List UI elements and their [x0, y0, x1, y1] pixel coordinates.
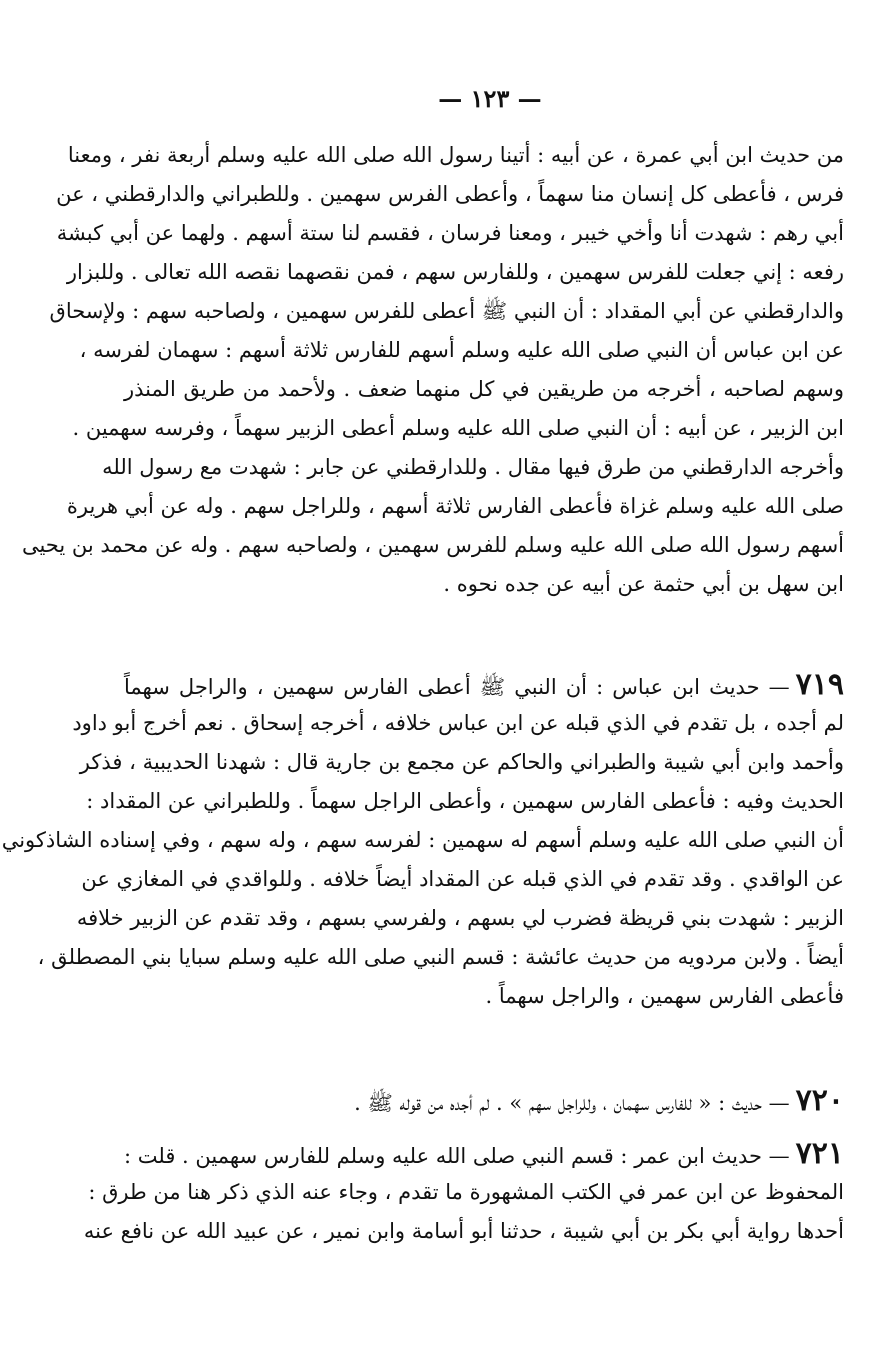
text-line: وسهم لصاحبه ، أخرجه من طريقين في كل منهما ضعف . ولأحمد من طريق المنذر [124, 377, 844, 401]
paragraph-entry-721 [83, 1134, 844, 1251]
text-line: لم أجده ، بل تقدم في الذي قبله عن ابن عباس خلافه ، أخرجه إسحاق . نعم أخرج أبو داود [72, 711, 844, 735]
text-line [124, 1134, 844, 1173]
text-line: والدارقطني عن أبي المقداد : أن النبي ﷺ أعطى للفرس سهمين ، ولصاحبه سهم : ولإسحاق [49, 299, 844, 323]
text-line: فأعطى الفارس سهمين ، والراجل سهماً . [485, 984, 844, 1008]
text-line: الحديث وفيه : فأعطى الفارس سهمين ، وأعطى الراجل سهماً . وللطبراني عن المقداد : [86, 789, 844, 813]
text-line: الزبير : شهدت بني قريظة فضرب لي بسهم ، ولفرسي بسهم ، وقد تقدم عن الزبير خلافه [76, 906, 844, 930]
text-line: أيضاً . ولابن مردويه من حديث عائشة : قسم النبي صلى الله عليه وسلم سبايا بني المصطلق ، [37, 945, 844, 969]
text-line: عن ابن عباس أن النبي صلى الله عليه وسلم أسهم للفارس ثلاثة أسهم : سهمان لفرسه ، [79, 338, 844, 362]
text-line: رفعه : إني جعلت للفرس سهمين ، وللفارس سهم ، فمن نقصهما نقصه الله تعالى . وللبزار [66, 260, 844, 284]
text-line: صلى الله عليه وسلم غزاة فأعطى الفارس ثلاثة أسهم ، وللراجل سهم . وله عن أبي هريرة [66, 494, 844, 518]
text-line: المحفوظ عن ابن عمر في الكتب المشهورة ما تقدم ، وجاء عنه الذي ذكر هنا من طرق : [88, 1180, 844, 1204]
text-line: أحدها رواية أبي بكر بن أبي شيبة ، حدثنا أبو أسامة وابن نمير ، عن عبيد الله عن نافع عنه [83, 1219, 844, 1243]
text-line: أن النبي صلى الله عليه وسلم أسهم له سهمين : لفرسه سهم ، وله سهم ، وفي إسناده الشاذكوني [1, 828, 844, 852]
paragraph-continuation [21, 136, 844, 604]
entry-heading-text: — حديث ابن عباس : أن النبي ﷺ أعطى الفارس سهمين ، والراجل سهماً [124, 675, 790, 699]
page-number: — ١٢٣ — [438, 84, 542, 113]
text-line: وأحمد وابن أبي شيبة والطبراني والحاكم عن مجمع بن جارية قال : شهدنا الحديبية ، فذكر [79, 750, 844, 774]
entry-number: ٧١٩ [795, 667, 844, 702]
text-line: ابن الزبير ، عن أبيه : أن النبي صلى الله عليه وسلم أعطى الزبير سهماً ، وفرسه سهمين . [72, 416, 844, 440]
text-line: ابن سهل بن أبي حثمة عن أبيه عن جده نحوه . [443, 572, 844, 596]
text-line: من حديث ابن أبي عمرة ، عن أبيه : أتينا رسول الله صلى الله عليه وسلم أربعة نفر ، ومعنا [67, 143, 844, 167]
text-line: فرس ، فأعطى كل إنسان منا سهماً ، وأعطى الفرس سهمين . وللطبراني والدارقطني ، عن [56, 182, 844, 206]
entry-number: ٧٢١ [795, 1136, 844, 1171]
text-line: أبي رهم : شهدت أنا وأخي خيبر ، ومعنا فرسان ، فقسم لنا ستة أسهم . ولهما عن أبي كبشة [56, 221, 844, 245]
paragraph-entry-719 [1, 665, 844, 1016]
text-line [124, 665, 844, 704]
text-line [124, 1081, 844, 1120]
text-line: عن الواقدي . وقد تقدم في الذي قبله عن المقداد أيضاً خلافه . وللواقدي في المغازي عن [81, 867, 844, 891]
entry-number: ٧٢٠ [795, 1083, 844, 1118]
text-line: أسهم رسول الله صلى الله عليه وسلم للفرس سهمين ، ولصاحبه سهم . وله عن محمد بن يحيى [21, 533, 844, 557]
entry-heading-text: — حديث ابن عمر : قسم النبي صلى الله عليه وسلم للفارس سهمين . قلت : [124, 1144, 790, 1168]
text-line: وأخرجه الدارقطني من طرق فيها مقال . وللدارقطني عن جابر : شهدت مع رسول الله [102, 455, 844, 479]
paragraph-entry-720 [124, 1081, 844, 1120]
entry-heading-text: — حديث : « للفارس سهمان ، وللراجل سهم » . لم أجده من قوله ﷺ . [354, 1091, 790, 1115]
